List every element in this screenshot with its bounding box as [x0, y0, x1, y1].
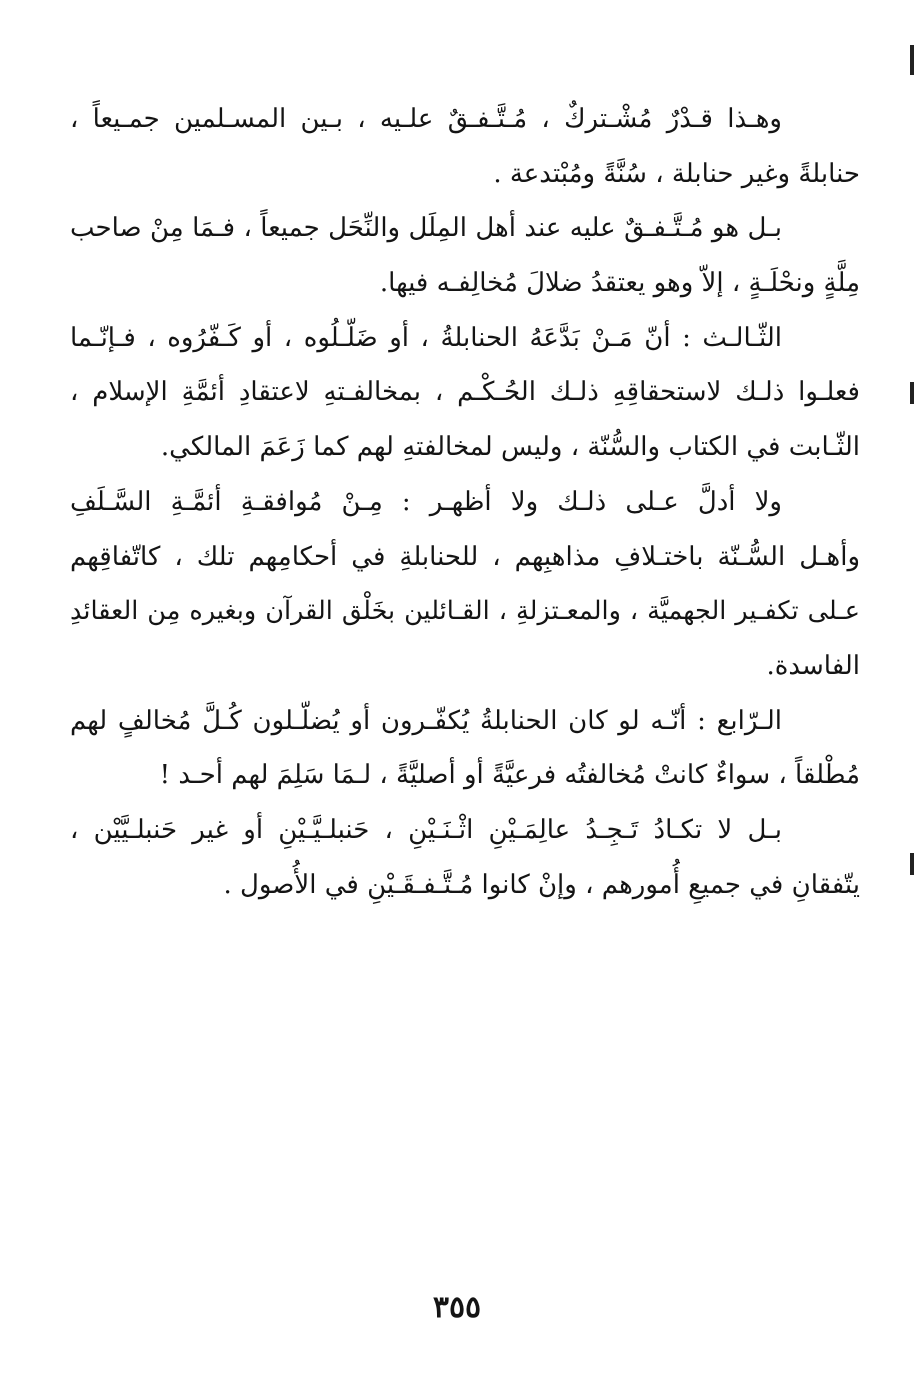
text-line: عـلى تكفـير الجهميَّة ، والمعـتزلةِ ، القـائلين بخَلْق القرآن وبغيره مِن العقائدِ	[70, 596, 860, 627]
text-line: يتّفقانِ في جميعِ أُمورهم ، وإنْ كانوا مُـتَّـفـقَـيْنِ في الأُصول .	[223, 869, 860, 900]
scan-edge-mark	[910, 853, 914, 875]
text-line: بـل لا تكـادُ تَـجِـدُ عالِمَـيْنِ اثْـنَـيْنِ ، حَنبلـيَّـيْنِ أو غير حَنبلـيَّيْن ،	[70, 814, 782, 845]
text-line: الثّـالـث : أنّ مَـنْ بَدَّعَهُ الحنابلةُ ، أو ضَلّـلُوه ، أو كَـفّرُوه ، فـإنّـما	[70, 322, 782, 353]
page-body-text	[70, 92, 860, 912]
text-line: ولا أدلَّ عـلى ذلـك ولا أظهـر : مِـنْ مُوافقـةِ أئمَّـةِ السَّـلَفِ	[70, 486, 782, 517]
text-line: الـرّابع : أنّـه لو كان الحنابلةُ يُكفّـرون أو يُضلّـلون كُـلَّ مُخالفٍ لهم	[70, 705, 782, 736]
text-line: فعلـوا ذلـك لاستحقاقِهِ ذلـك الحُـكْـم ، بمخالفـتهِ لاعتقادِ أئمَّةِ الإسلام ،	[70, 377, 860, 408]
text-line: بـل هو مُـتَّـفـقٌ عليه عند أهل المِلَل والنِّحَل جميعاً ، فـمَا مِنْ صاحب	[70, 213, 782, 244]
text-line: الفاسدة.	[766, 650, 860, 681]
text-line: مُطْلقاً ، سواءٌ كانتْ مُخالفتُه فرعيَّةً أو أصليَّةً ، لـمَا سَلِمَ لهم أحـد !	[159, 760, 860, 791]
text-line: وأهـل السُّـنّة باختـلافِ مذاهبِهم ، للحنابلةِ في أحكامِهم تلك ، كاتّفاقِهم	[70, 541, 860, 572]
text-line: مِلَّةٍ ونحْلَـةٍ ، إلاّ وهو يعتقدُ ضلالَ مُخالِفـه فيها.	[379, 268, 860, 299]
scan-edge-mark	[910, 382, 914, 404]
text-line: الثّـابت في الكتاب والسُّنّة ، وليس لمخالفتهِ لهم كما زَعَمَ المالكي.	[160, 432, 860, 463]
text-line: وهـذا قـدْرٌ مُشْـتركٌ ، مُـتَّـفـقٌ علـيه ، بـين المسـلمين جمـيعاً ،	[70, 104, 782, 134]
page-number: ٣٥٥	[432, 1290, 482, 1325]
scan-edge-mark	[910, 45, 914, 75]
text-line: حنابلةً وغير حنابلة ، سُنَّةً ومُبْتدعة .	[493, 158, 860, 189]
